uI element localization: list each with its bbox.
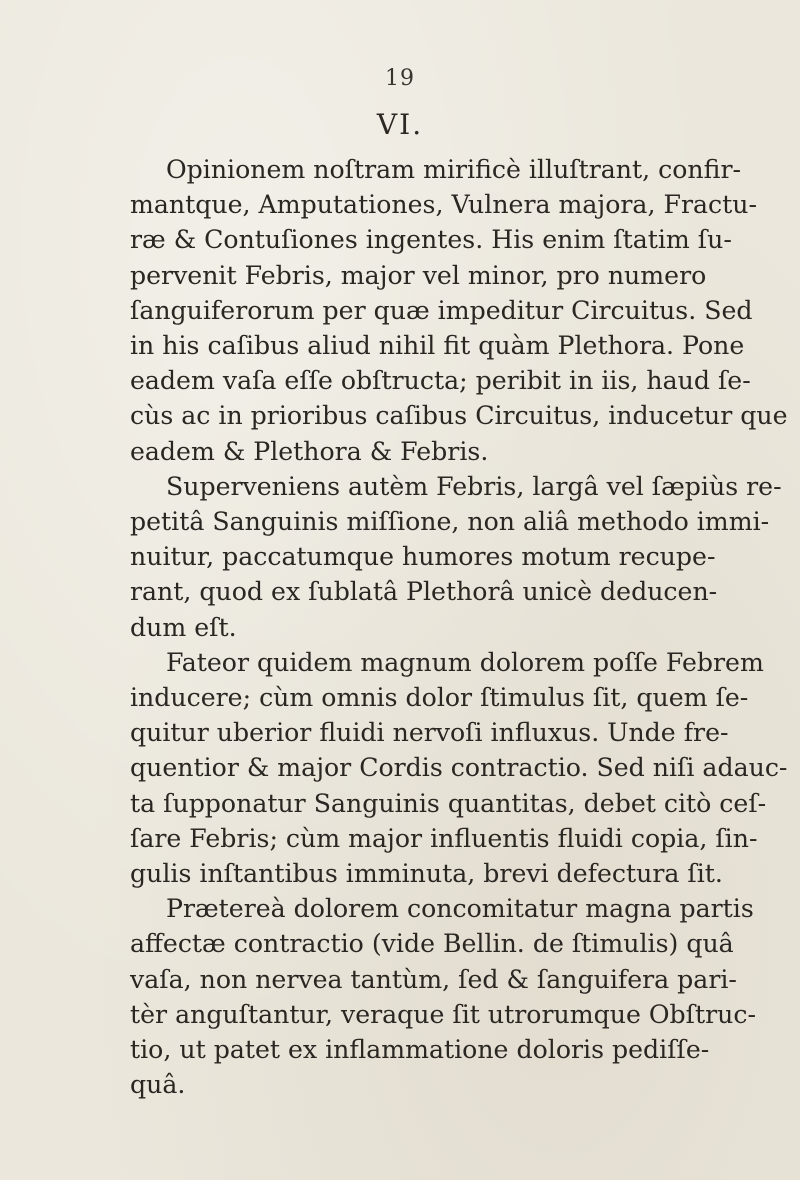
text-line: vaſa, non nervea tantùm, ſed & ſanguifera pari- <box>130 964 737 994</box>
text-line: quâ. <box>130 1070 186 1100</box>
page-number: 19 <box>385 66 415 91</box>
text-line: ſare Febris; cùm major influentis fluidi copia, ſin- <box>130 823 758 853</box>
text-line: ta ſupponatur Sanguinis quantitas, debet citò ceſ- <box>130 788 767 818</box>
text-line: Prætereà dolorem concomitatur magna partis <box>166 894 754 924</box>
text-line: quentior & major Cordis contractio. Sed niſi adauc- <box>130 753 788 783</box>
text-line: inducere; cùm omnis dolor ſtimulus ſit, quem ſe- <box>130 683 749 713</box>
text-line: ſanguiferorum per quæ impeditur Circuitus. Sed <box>130 295 753 325</box>
text-line: Superveniens autèm Febris, largâ vel ſæpiùs re- <box>166 471 782 501</box>
text-line: tèr anguſtantur, veraque ſit utrorumque Obſtruc- <box>130 999 756 1029</box>
text-line: ræ & Contuſiones ingentes. His enim ſtatim ſu- <box>130 225 732 255</box>
text-line: Opinionem noſtram mirificè illuſtrant, confir- <box>166 155 742 184</box>
text-line: gulis inſtantibus imminuta, brevi defectura ſit. <box>130 859 723 889</box>
text-line: pervenit Febris, major vel minor, pro numero <box>130 260 707 290</box>
section-heading: VI. <box>376 108 424 141</box>
text-line: Fateor quidem magnum dolorem poſſe Febrem <box>166 647 764 677</box>
text-line: eadem vaſa eſſe obſtructa; peribit in iis, haud ſe- <box>130 366 751 396</box>
text-line: in his caſibus aliud nihil fit quàm Plethora. Pone <box>130 331 745 361</box>
text-line: affectæ contractio (vide Bellin. de ſtimulis) quâ <box>130 929 734 959</box>
body-text <box>130 152 788 1102</box>
text-line: eadem & Plethora & Febris. <box>130 436 489 466</box>
text-line: quitur uberior fluidi nervoſi influxus. Unde fre- <box>130 718 729 748</box>
text-line: rant, quod ex ſublatâ Plethorâ unicè deducen- <box>130 577 718 607</box>
text-line: petitâ Sanguinis miſſione, non aliâ methodo immi- <box>130 507 770 537</box>
text-line: cùs ac in prioribus caſibus Circuitus, inducetur que <box>130 401 788 431</box>
text-line: mantque, Amputationes, Vulnera majora, Fractu- <box>130 190 757 220</box>
text-line: nuitur, paccatumque humores motum recupe- <box>130 542 716 572</box>
text-line: tio, ut patet ex inflammatione doloris pediſſe- <box>130 1035 710 1065</box>
text-line: dum eſt. <box>130 612 237 642</box>
